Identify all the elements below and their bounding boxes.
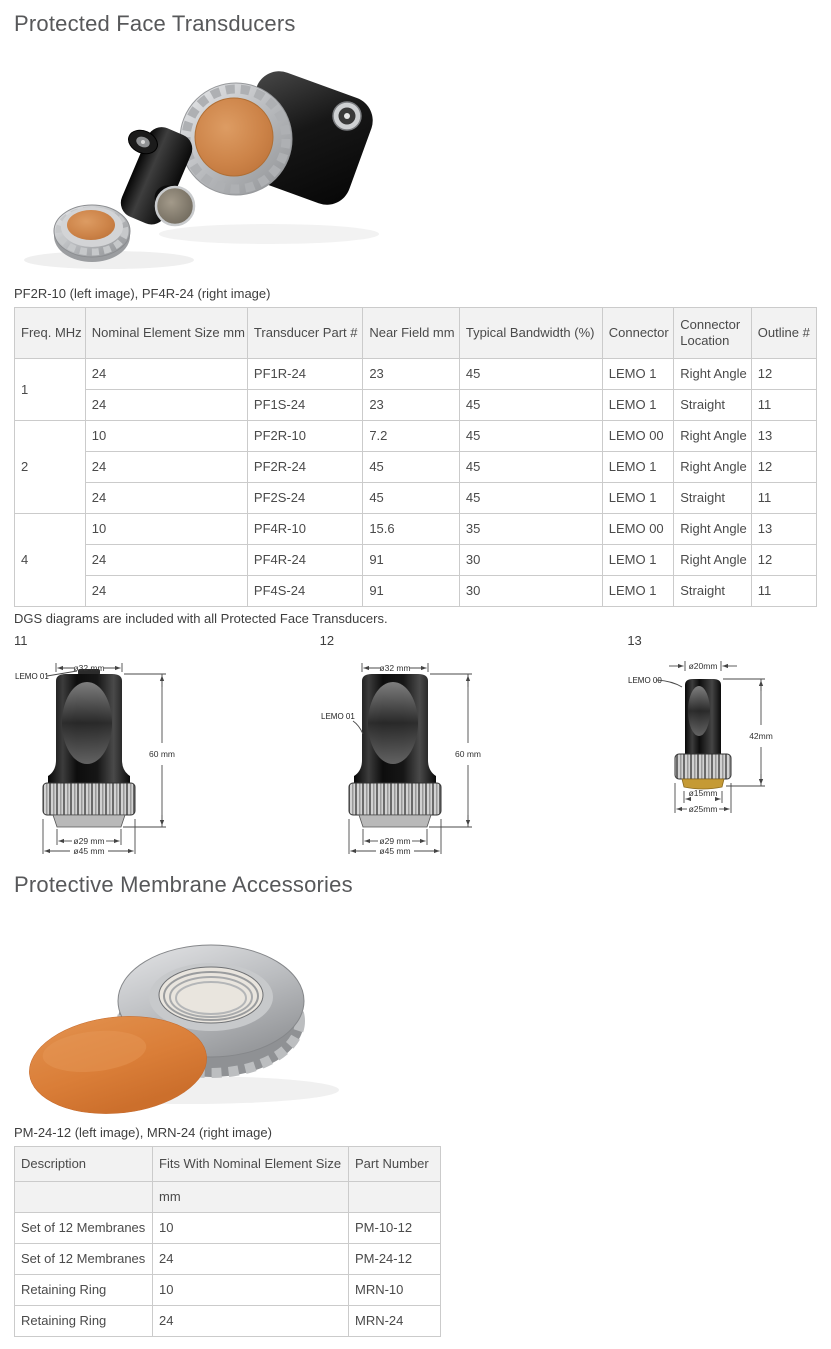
table-cell: 11: [751, 390, 816, 421]
table-row: [15, 421, 817, 452]
table-cell: 13: [751, 421, 816, 452]
table-cell: Set of 12 Membranes: [15, 1244, 153, 1275]
table-cell: 13: [751, 514, 816, 545]
table-cell: PF4S-24: [247, 576, 362, 607]
table-cell: PF1S-24: [247, 390, 362, 421]
table-cell: 24: [85, 452, 247, 483]
element-face: [156, 187, 194, 225]
outline-diagrams-row: [14, 633, 817, 855]
outline-drawing-11: [14, 655, 189, 855]
knurled-ring: [675, 754, 731, 779]
table-cell: Right Angle: [674, 545, 752, 576]
table-cell: 45: [459, 359, 602, 390]
table-cell: PF2R-24: [247, 452, 362, 483]
dim-outer-label: ø45 mm: [379, 846, 411, 855]
table-row: [15, 359, 817, 390]
table-cell: 24: [85, 545, 247, 576]
connector-pin: [141, 140, 145, 144]
table-cell: 12: [751, 545, 816, 576]
table-cell: 23: [363, 390, 460, 421]
table-cell: Straight: [674, 483, 752, 514]
table-cell: PF2R-10: [247, 421, 362, 452]
table-header-row: [15, 1147, 441, 1182]
small-transducer: [116, 122, 197, 229]
column-header: Connector Location: [674, 308, 752, 359]
dim-top-label: ø32 mm: [73, 663, 105, 673]
table-cell: 15.6: [363, 514, 460, 545]
table-cell: 30: [459, 545, 602, 576]
transducer-table: [14, 307, 817, 607]
table-cell: 10: [85, 421, 247, 452]
table-cell: MRN-10: [349, 1275, 441, 1306]
table-cell: 7.2: [363, 421, 460, 452]
table-cell: 24: [85, 576, 247, 607]
table-cell: 2: [15, 421, 86, 514]
column-header: Description: [15, 1147, 153, 1182]
table-row: [15, 1306, 441, 1337]
table-cell: 11: [751, 576, 816, 607]
column-header: [15, 1182, 153, 1213]
dgs-note: DGS diagrams are included with all Protected Face Transducers.: [14, 611, 388, 626]
table-row: [15, 545, 817, 576]
product-photo-transducers: [14, 64, 817, 281]
dim-height-label: 42mm: [749, 731, 774, 741]
dim-inner-label: ø29 mm: [73, 836, 105, 846]
table-cell: 24: [85, 359, 247, 390]
dim-outer-label: ø25mm: [688, 804, 718, 814]
outline-label: 12: [319, 633, 335, 648]
table-cell: LEMO 1: [602, 545, 673, 576]
table-cell: 12: [751, 359, 816, 390]
table-cell: LEMO 1: [602, 483, 673, 514]
table-cell: PF4R-10: [247, 514, 362, 545]
table-cell: 11: [751, 483, 816, 514]
column-header: [349, 1182, 441, 1213]
table-cell: Retaining Ring: [15, 1306, 153, 1337]
table-cell: LEMO 1: [602, 452, 673, 483]
membrane-photo-caption: PM-24-12 (left image), MRN-24 (right image): [14, 1125, 272, 1140]
table-cell: 91: [363, 545, 460, 576]
column-header: Connector: [602, 308, 673, 359]
knurled-cap: [54, 205, 130, 262]
table-cell: 45: [459, 452, 602, 483]
knurled-ring: [43, 783, 135, 815]
table-cell: 23: [363, 359, 460, 390]
dim-height-label: 60 mm: [149, 749, 175, 759]
dim-outer-label: ø45 mm: [73, 846, 105, 855]
connector-label: LEMO 01: [15, 672, 49, 681]
table-cell: 10: [153, 1275, 349, 1306]
large-transducer: [180, 65, 379, 212]
table-cell: Right Angle: [674, 421, 752, 452]
connector-label: LEMO 01: [320, 712, 355, 721]
photo-shadow: [159, 224, 379, 244]
table-cell: Right Angle: [674, 514, 752, 545]
connector-label: LEMO 00: [628, 676, 663, 685]
table-cell: Set of 12 Membranes: [15, 1213, 153, 1244]
column-header: mm: [153, 1182, 349, 1213]
orange-face: [67, 210, 115, 240]
column-header: Part Number: [349, 1147, 441, 1182]
table-cell: PF1R-24: [247, 359, 362, 390]
table-cell: LEMO 1: [602, 359, 673, 390]
outline-diagram-12: [320, 633, 628, 855]
column-header: Typical Bandwidth (%): [459, 308, 602, 359]
table-cell: MRN-24: [349, 1306, 441, 1337]
dim-top-label: ø20mm: [688, 661, 718, 671]
table-cell: LEMO 1: [602, 390, 673, 421]
product-photo-membrane: [14, 925, 817, 1120]
table-cell: 24: [85, 390, 247, 421]
column-header: Near Field mm: [363, 308, 460, 359]
base-lip: [359, 815, 431, 827]
page-title: Protected Face Transducers: [14, 11, 296, 36]
table-row: [15, 1275, 441, 1306]
table-cell: Right Angle: [674, 452, 752, 483]
table-cell: LEMO 1: [602, 576, 673, 607]
dim-height-label: 60 mm: [454, 749, 481, 759]
dim-top-label: ø32 mm: [379, 663, 411, 673]
table-row: [15, 1244, 441, 1275]
orange-face: [195, 98, 273, 176]
outline-diagram-13: [627, 633, 817, 855]
table-subheader-row: [15, 1182, 441, 1213]
table-row: [15, 390, 817, 421]
column-header: Transducer Part #: [247, 308, 362, 359]
table-cell: PF4R-24: [247, 545, 362, 576]
dim-inner-label: ø29 mm: [379, 836, 411, 846]
section-title-membrane: Protective Membrane Accessories: [14, 872, 353, 897]
table-row: [15, 483, 817, 514]
table-row: [15, 514, 817, 545]
membrane-table: [14, 1146, 441, 1337]
table-cell: 10: [85, 514, 247, 545]
table-cell: PM-24-12: [349, 1244, 441, 1275]
base-lip: [53, 815, 125, 827]
table-cell: 24: [85, 483, 247, 514]
transducers-photo-caption: PF2R-10 (left image), PF4R-24 (right image): [14, 286, 271, 301]
transducers-photo-illustration: [14, 64, 394, 276]
table-cell: LEMO 00: [602, 421, 673, 452]
table-cell: 45: [459, 421, 602, 452]
outline-drawing-13: [627, 655, 777, 815]
table-cell: Retaining Ring: [15, 1275, 153, 1306]
outline-label: 13: [627, 633, 642, 648]
table-cell: Straight: [674, 390, 752, 421]
table-cell: 45: [363, 483, 460, 514]
table-cell: 4: [15, 514, 86, 607]
column-header: Fits With Nominal Element Size: [153, 1147, 349, 1182]
table-row: [15, 1213, 441, 1244]
table-cell: 91: [363, 576, 460, 607]
membrane-photo-illustration: [14, 925, 349, 1115]
table-cell: 35: [459, 514, 602, 545]
outline-diagram-11: [14, 633, 320, 855]
table-cell: 10: [153, 1213, 349, 1244]
outline-label: 11: [14, 633, 28, 648]
table-cell: 45: [459, 390, 602, 421]
table-cell: LEMO 00: [602, 514, 673, 545]
table-cell: 30: [459, 576, 602, 607]
table-cell: 45: [459, 483, 602, 514]
table-cell: PM-10-12: [349, 1213, 441, 1244]
table-cell: 45: [363, 452, 460, 483]
table-cell: 24: [153, 1306, 349, 1337]
column-header: Nominal Element Size mm: [85, 308, 247, 359]
table-cell: 24: [153, 1244, 349, 1275]
table-cell: 12: [751, 452, 816, 483]
table-row: [15, 452, 817, 483]
table-header-row: [15, 308, 817, 359]
table-cell: Right Angle: [674, 359, 752, 390]
table-row: [15, 576, 817, 607]
column-header: Outline #: [751, 308, 816, 359]
connector-pin: [344, 113, 350, 119]
dim-inner-label: ø15mm: [688, 788, 718, 798]
knurled-ring: [349, 783, 441, 815]
column-header: Freq. MHz: [15, 308, 86, 359]
table-cell: 1: [15, 359, 86, 421]
outline-drawing-12: [320, 655, 495, 855]
table-cell: PF2S-24: [247, 483, 362, 514]
table-cell: Straight: [674, 576, 752, 607]
